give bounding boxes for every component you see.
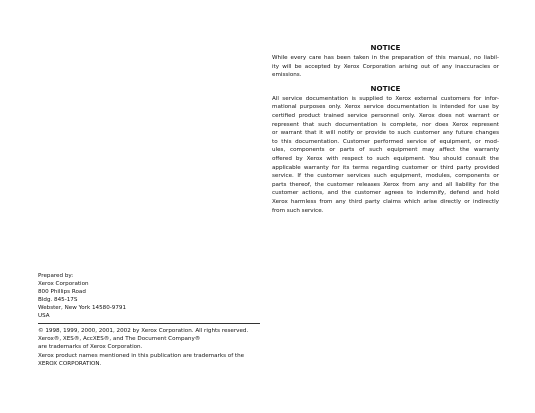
notice-line: offered by Xerox with respect to such equipment. You should consult the — [272, 155, 499, 162]
notice-text-liability — [272, 54, 499, 80]
divider-rule — [38, 323, 260, 324]
notice-line: customer actions, and the customer agrees to indemnify, defend and hold — [272, 190, 499, 197]
notice-line: Xerox harmless from any third party claims which arise directly or indirectly — [272, 198, 499, 205]
notice-column — [272, 43, 499, 215]
address-building: Bldg. 845-17S — [38, 297, 78, 303]
notice-line: certified product trained service personnel only. Xerox does not warrant or — [272, 112, 499, 119]
copyright-block — [38, 327, 268, 368]
company-name: Xerox Corporation — [38, 281, 89, 287]
notice-line: All service documentation is supplied to Xerox external customers for infor- — [272, 95, 499, 102]
prepared-by-label: Prepared by: — [38, 273, 74, 279]
notice-line: to this documentation. Customer performed service of equipment, or mod- — [272, 138, 499, 145]
notice-line: mational purposes only. Xerox service documentation is intended for use by — [272, 104, 499, 111]
notice-line: or warrant that it will notify or provide to such customer any future changes — [272, 130, 499, 137]
notice-line: from such service. — [272, 207, 324, 214]
notice-line: parts thereof, the customer releases Xerox from any and all liability for the — [272, 181, 499, 188]
notice-heading-liability: NOTICE — [370, 43, 401, 52]
address-street: 800 Phillips Road — [38, 289, 86, 295]
notice-line: ity will be accepted by Xerox Corporation arising out of any inaccuracies or — [272, 63, 499, 70]
notice-heading-service: NOTICE — [370, 83, 401, 93]
trademark-line: are trademarks of Xerox Corporation. — [38, 344, 143, 351]
notice-text-service — [272, 95, 499, 215]
address-city: Webster, New York 14580-9791 — [38, 305, 127, 311]
notice-line: applicable warranty for its terms regarding customer or third party provided — [272, 164, 499, 171]
notice-line: emissions. — [272, 72, 302, 79]
copyright-line: © 1998, 1999, 2000, 2001, 2002 by Xerox Corporation. All rights reserved. — [38, 328, 249, 334]
notice-line: ules, components or parts of such equipment may affect the warranty — [272, 147, 499, 154]
prepared-by-block — [38, 272, 268, 320]
notice-line: service. If the customer services such equipment, modules, components or — [272, 173, 499, 180]
trademark-line: Xerox®, XES®, AccXES®, and The Document Company® — [38, 336, 201, 343]
trademark-line: XEROX CORPORATION. — [38, 360, 102, 367]
notice-line: While every care has been taken in the preparation of this manual, no liabil- — [272, 55, 499, 61]
trademark-line: Xerox product names mentioned in this publication are trademarks of the — [38, 352, 245, 359]
address-country: USA — [38, 313, 50, 319]
notice-line: represent that such documentation is complete, nor does Xerox represent — [272, 121, 499, 128]
